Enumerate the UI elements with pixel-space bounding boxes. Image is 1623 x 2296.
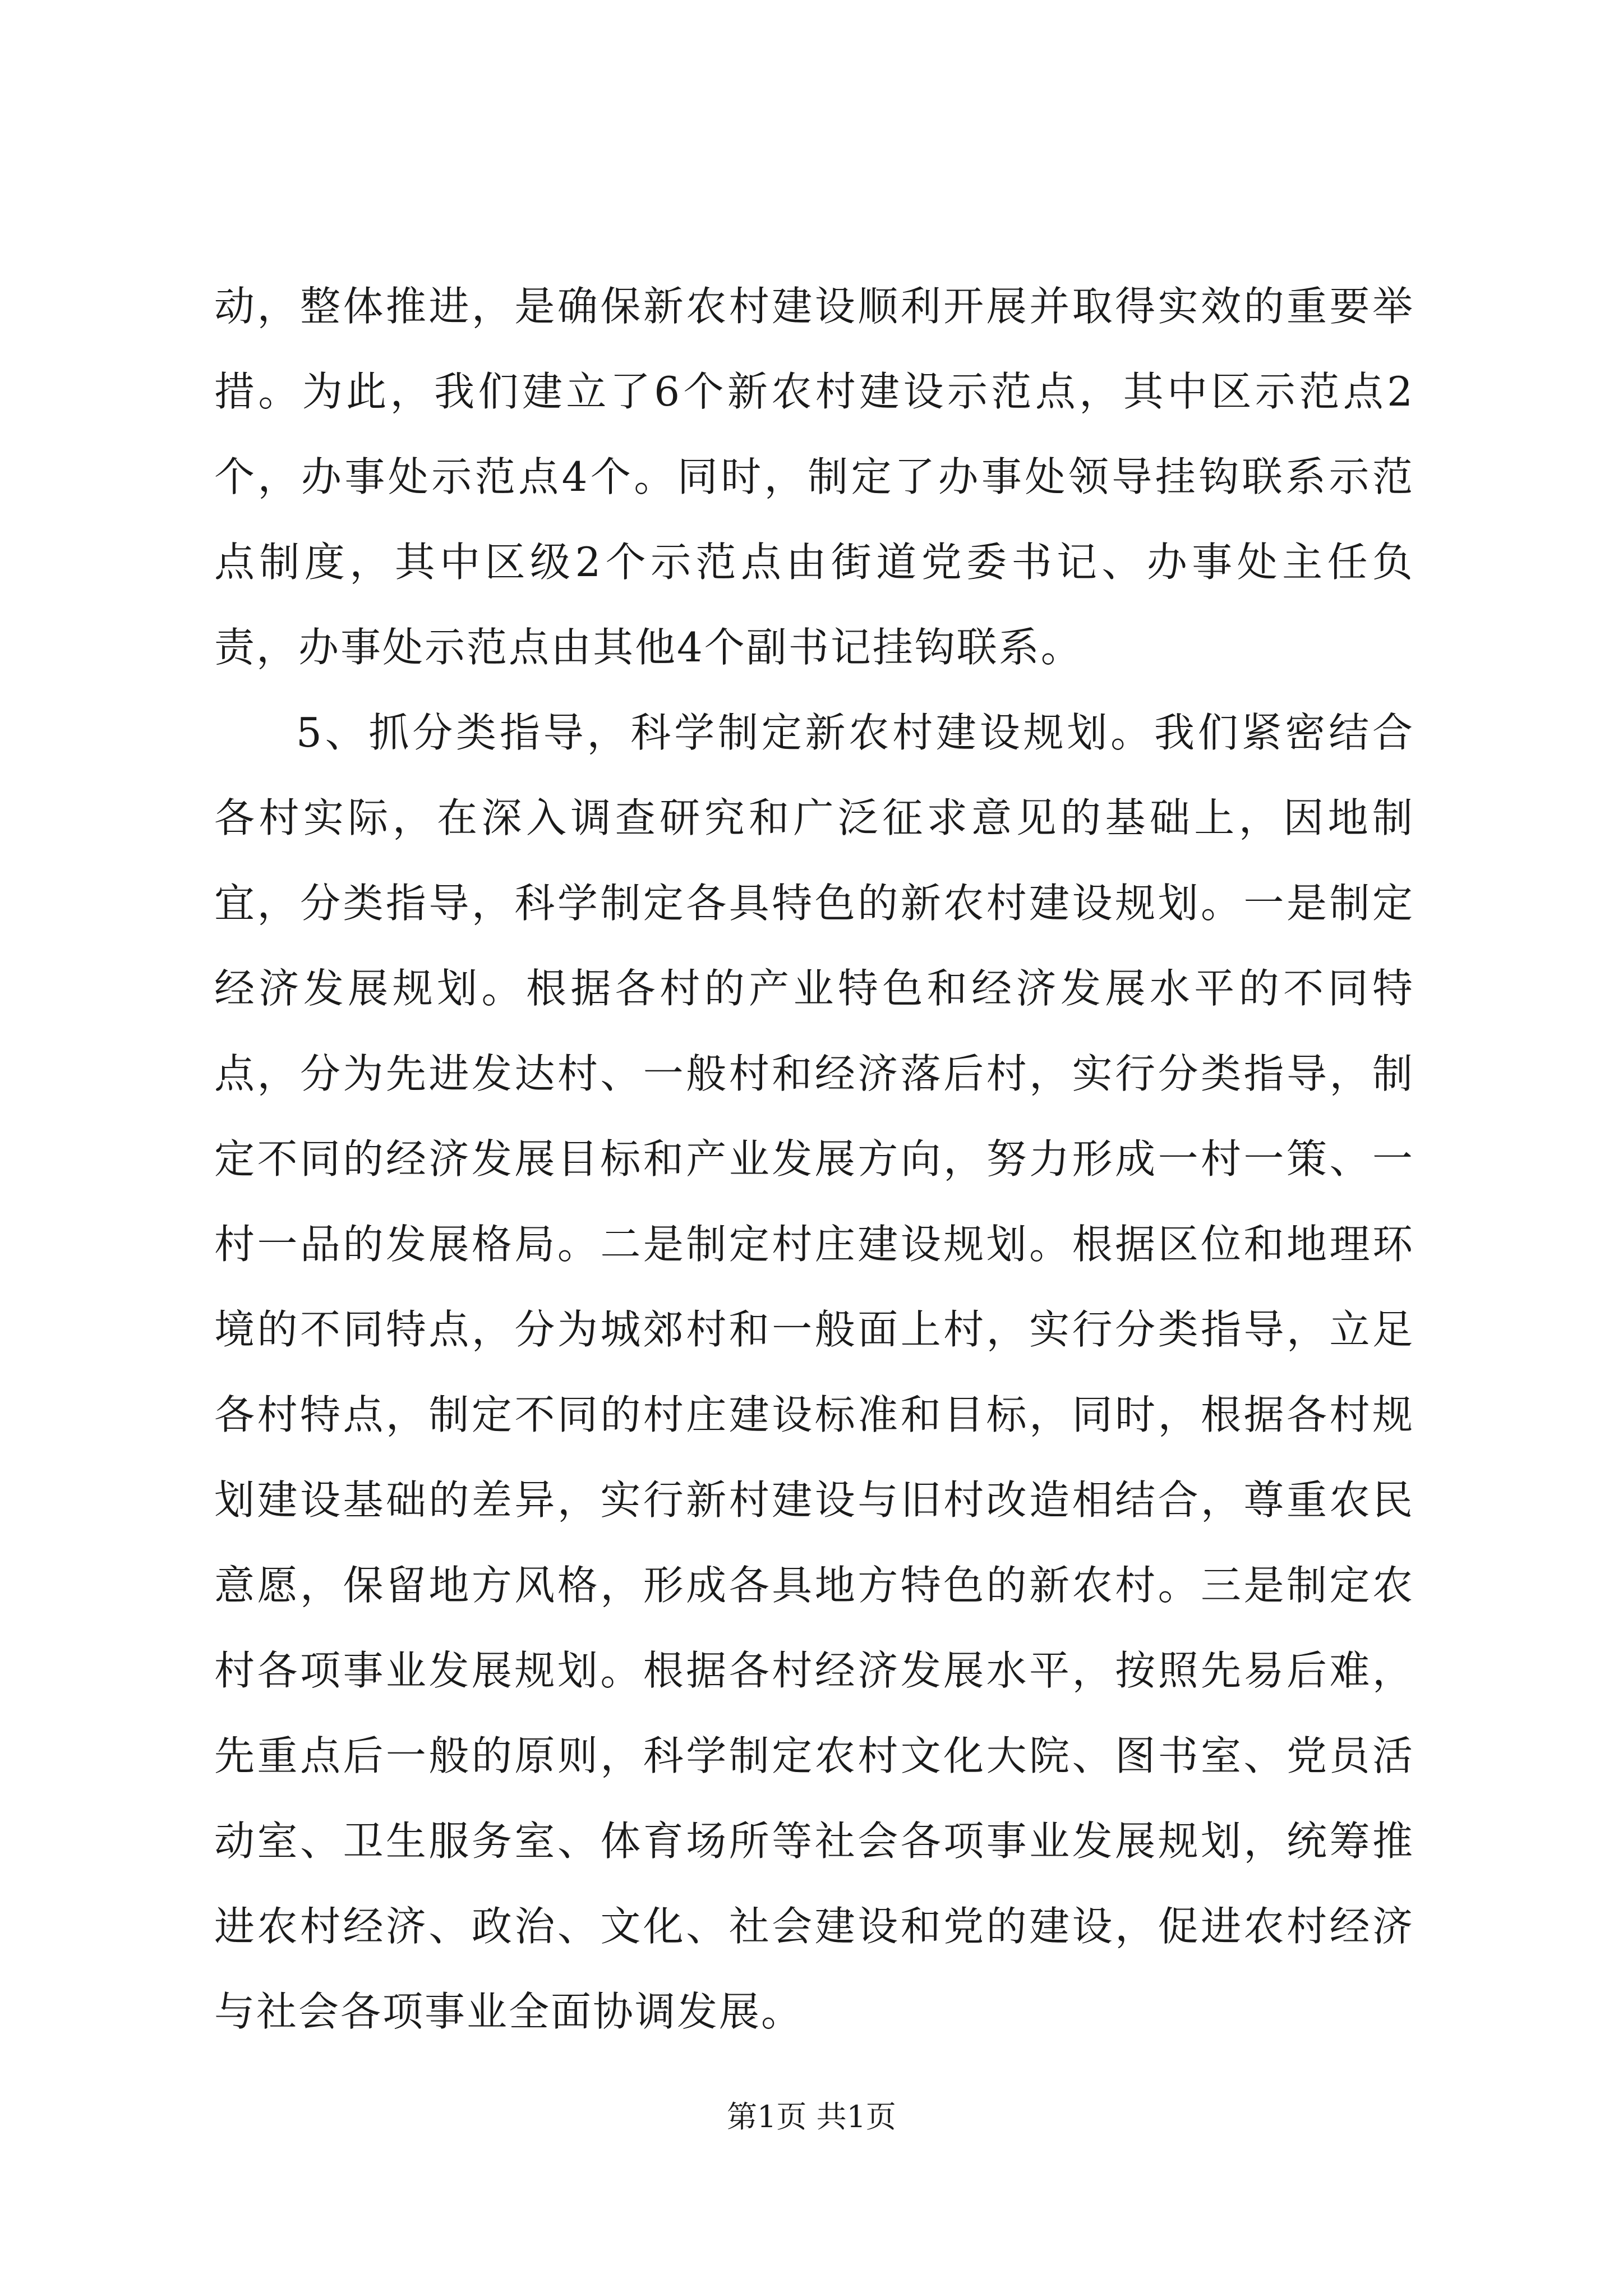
page-footer: 第1页 共1页 [727,2099,896,2134]
document-body [214,264,1414,2054]
paragraph-continuation: 动，整体推进，是确保新农村建设顺利开展并取得实效的重要举措。为此，我们建立了6个新农村建设示范点，其中区示范点2个，办事处示范点4个。同时，制定了办事处领导挂钩联系示范点制度，其中区级2个示范点由街道党委书记、办事处主任负责，办事处示范点由其他4个副书记挂钩联系。 [214,283,1414,671]
paragraph-5-classification-guidance: 5、抓分类指导，科学制定新农村建设规划。我们紧密结合各村实际，在深入调查研究和广泛征求意见的基础上，因地制宜，分类指导，科学制定各具特色的新农村建设规划。一是制定经济发展规划。根据各村的产业特色和经济发展水平的不同特点，分为先进发达村、一般村和经济落后村，实行分类指导，制定不同的经济发展目标和产业发展方向，努力形成一村一策、一村一品的发展格局。二是制定村庄建设规划。根据区位和地理环境的不同特点，分为城郊村和一般面上村，实行分类指导，立足各村特点，制定不同的村庄建设标准和目标，同时，根据各村规划建设基础的差异，实行新村建设与旧村改造相结合，尊重农民意愿，保留地方风格，形成各具地方特色的新农村。三是制定农村各项事业发展规划。根据各村经济发展水平，按照先易后难，先重点后一般的原则，科学制定农村文化大院、图书室、党员活动室、卫生服务室、体育场所等社会各项事业发展规划，统筹推进农村经济、政治、文化、社会建设和党的建设，促进农村经济与社会各项事业全面协调发展。 [214,709,1414,2035]
